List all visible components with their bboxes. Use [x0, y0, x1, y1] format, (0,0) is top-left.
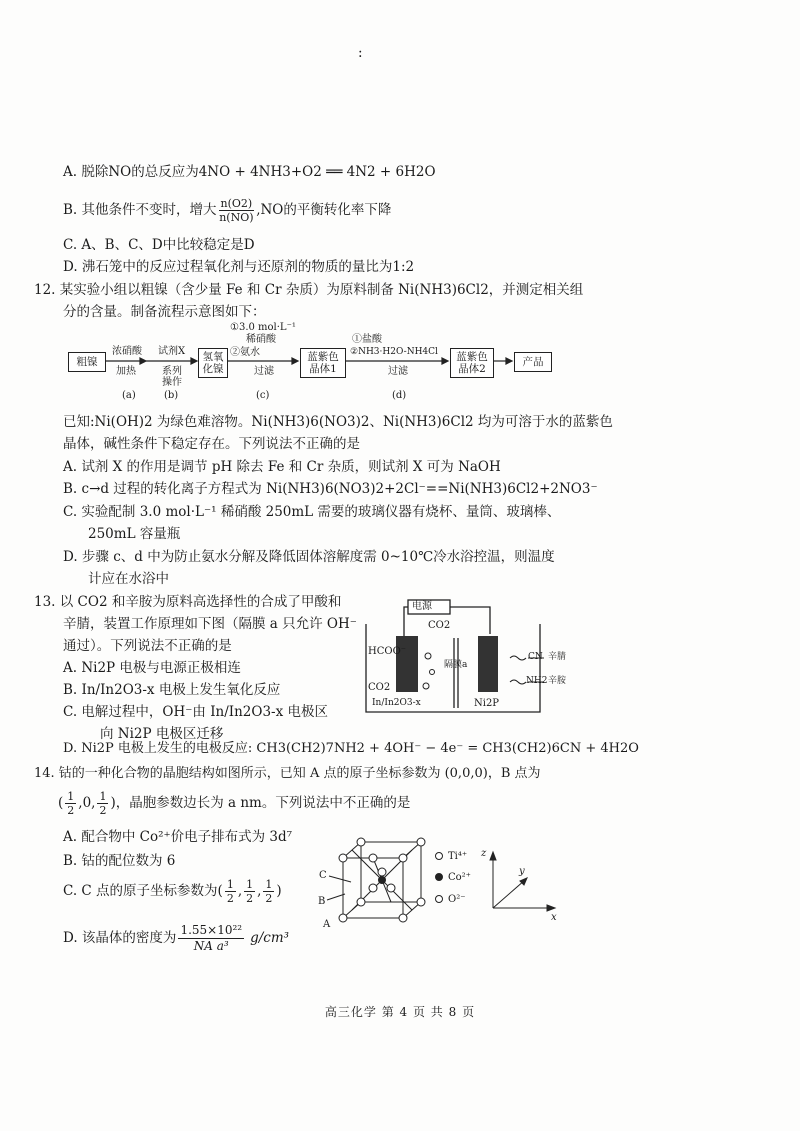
legend-o: O²⁻ — [448, 894, 466, 905]
co2-inlet-label: CO2 — [428, 620, 451, 631]
nh2-group-label: NH2 — [526, 676, 548, 686]
legend-co: Co²⁺ — [448, 872, 471, 883]
flow-a-bottom: 加热 — [116, 366, 136, 377]
q12-flow-diagram — [60, 318, 560, 403]
q11-option-b-fraction — [219, 197, 255, 224]
frac-num: 1 — [265, 877, 273, 891]
flow-b-bottom-2: 操作 — [162, 377, 182, 388]
amine-label: 辛胺 — [548, 676, 567, 686]
flow-box-product: 产品 — [514, 352, 552, 372]
frac-num: 1 — [99, 789, 107, 803]
ni2p-electrode — [478, 636, 498, 692]
q14-c-sep1: , — [237, 883, 243, 899]
axis-y-label: y — [519, 866, 525, 877]
q14-option-d — [63, 918, 289, 958]
q11-option-a-eq: 3+O2 ══ 4N2 + 6H2O — [282, 164, 436, 180]
q12-option-c-line2: 250mL 容量瓶 — [88, 526, 181, 542]
flow-box4-line1: 蓝紫色 — [456, 351, 488, 363]
flow-step-d: (d) — [392, 390, 407, 401]
q12-option-c-line1: C. 实验配制 3.0 mol·L⁻¹ 稀硝酸 250mL 需要的玻璃仪器有烧杯、量筒、玻璃棒、 — [63, 504, 561, 520]
density-unit: g/cm³ — [250, 930, 290, 946]
q12-option-d-line1: D. 步骤 c、d 中为防止氨水分解及降低固体溶解度需 0~10℃冷水浴控温，则温度 — [63, 549, 555, 565]
q14-c-z-frac — [263, 878, 274, 905]
point-c-label: C — [319, 870, 327, 881]
q14-stem-line1: 14. 钴的一种化合物的晶胞结构如图所示，已知 A 点的原子坐标参数为 (0,0,0)，B 点为 — [34, 766, 541, 781]
q14-b-x-frac — [65, 790, 76, 817]
flow-box4-line2: 晶体2 — [458, 363, 486, 375]
frac-num: 1 — [246, 877, 254, 891]
cn-group-label: CN — [528, 652, 543, 662]
q13-option-b: B. In/In2O3-x 电极上发生氧化反应 — [63, 682, 281, 698]
flow-box2-line2: 化镍 — [202, 363, 224, 375]
flow-c-bottom: 过滤 — [254, 366, 274, 377]
unit-cell-drawing — [315, 832, 565, 932]
frac-den: 2 — [246, 891, 254, 905]
q14-b-sep1: , — [78, 795, 83, 811]
coordinate-axes — [490, 852, 555, 911]
flow-c-top-3: ②氨水 — [230, 347, 260, 358]
frac-num: 1 — [226, 877, 234, 891]
in-electrode — [396, 636, 418, 692]
q13-stem-line1: 13. 以 CO2 和辛胺为原料高选择性的合成了甲酸和 — [34, 594, 342, 610]
axis-z-label: z — [481, 848, 487, 859]
q13-stem-line2: 辛腈，装置工作原理如下图（隔膜 a 只允许 OH⁻ — [63, 616, 357, 632]
frac-den: 2 — [99, 803, 107, 817]
q12-known-line1: 已知:Ni(OH)2 为绿色难溶物。Ni(NH3)6(NO3)2、Ni(NH3)6Cl2 均为可溶于水的蓝紫色 — [63, 414, 613, 430]
flow-step-a: (a) — [122, 390, 136, 401]
flow-box-crystal-1 — [300, 348, 346, 378]
q11-option-b — [63, 192, 391, 228]
q14-option-a: A. 配合物中 Co²⁺价电子排布式为 3d⁷ — [63, 829, 293, 845]
co2-label: CO2 — [368, 682, 391, 693]
q14-c-sep2: , — [257, 883, 262, 899]
q11-option-c: C. A、B、C、D中比较稳定是D — [63, 237, 255, 253]
q11-b-denominator: n(NO) — [219, 210, 254, 224]
nitrile-label: 辛腈 — [548, 652, 567, 662]
q14-option-c-suffix: ) — [276, 883, 282, 899]
q14-option-d-prefix: D. 该晶体的密度为 — [63, 930, 177, 946]
q13-option-c-line2: 向 Ni2P 电极区迁移 — [100, 726, 224, 742]
q13-electrolysis-figure — [362, 598, 567, 716]
hcoo-label: HCOO⁻ — [368, 646, 407, 657]
point-a-label: A — [323, 919, 331, 930]
q11-b-numerator: n(O2) — [220, 196, 253, 210]
q14-option-c — [63, 874, 282, 908]
flow-b-top: 试剂X — [158, 346, 186, 357]
q13-option-a: A. Ni2P 电极与电源正极相连 — [63, 660, 241, 676]
flow-b-bottom-1: 系列 — [162, 366, 182, 377]
q14-c-x-frac — [225, 878, 236, 905]
q12-option-a: A. 试剂 X 的作用是调节 pH 除去 Fe 和 Cr 杂质，则试剂 X 可为 NaOH — [63, 459, 501, 475]
q14-b-y: 0 — [82, 795, 92, 811]
q11-option-b-prefix: B. 其他条件不变时，增大 — [63, 202, 217, 218]
q12-stem-line1: 12. 某实验小组以粗镍（含少量 Fe 和 Cr 杂质）为原料制备 Ni(NH3)6Cl2，并测定相关组 — [34, 282, 584, 298]
flow-c-top-1: ①3.0 mol·L⁻¹ — [230, 322, 296, 333]
flow-d-top-2: ②NH3·H2O-NH4Cl — [350, 347, 438, 357]
q11-option-b-suffix: ,NO的平衡转化率下降 — [256, 202, 392, 218]
axis-x-label: x — [551, 912, 557, 923]
q14-stem-line2 — [58, 786, 410, 820]
in-electrode-label: In/In2O3-x — [372, 698, 421, 708]
flow-box2-line1: 氢氧 — [202, 351, 224, 363]
flow-d-bottom: 过滤 — [388, 366, 408, 377]
q14-b-z-frac — [97, 790, 108, 817]
density-numerator: 1.55×10²² — [180, 922, 243, 937]
q12-known-line2: 晶体，碱性条件下稳定存在。下列说法不正确的是 — [63, 436, 360, 452]
flow-box3-line2: 晶体1 — [309, 363, 337, 375]
q12-stem-line2: 分的含量。制备流程示意图如下： — [63, 304, 266, 320]
flow-a-top: 浓硝酸 — [112, 346, 142, 357]
frac-den: 2 — [265, 891, 273, 905]
q14-option-b: B. 钴的配位数为 6 — [63, 853, 176, 869]
top-mark: : — [358, 45, 363, 61]
flow-step-b: (b) — [164, 390, 179, 401]
frac-den: 2 — [226, 891, 234, 905]
power-source-label: 电源 — [412, 601, 432, 612]
legend-markers — [436, 853, 443, 903]
flow-box-crystal-2 — [450, 348, 494, 378]
frac-den: 2 — [67, 803, 75, 817]
flow-box-crude-nickel: 粗镍 — [68, 352, 106, 372]
q14-c-y-frac — [244, 878, 255, 905]
q14-option-c-prefix: C. C 点的原子坐标参数为( — [63, 883, 223, 899]
q11-option-d: D. 沸石笼中的反应过程氧化剂与还原剂的物质的量比为1:2 — [63, 259, 415, 275]
q13-option-d: D. Ni2P 电极上发生的电极反应: CH3(CH2)7NH2 + 4OH⁻ − 4e⁻ = CH3(CH2)6CN + 4H2O — [63, 741, 639, 756]
flow-step-c: (c) — [256, 390, 270, 401]
point-b-label: B — [318, 896, 326, 907]
flow-d-top-1: ①盐酸 — [352, 334, 382, 345]
q12-option-b: B. c→d 过程的转化离子方程式为 Ni(NH3)6(NO3)2+2Cl⁻==Ni(NH3)6Cl2+2NO3⁻ — [63, 481, 598, 497]
page-footer: 高三化学 第 4 页 共 8 页 — [324, 1005, 476, 1019]
q14-stem-line2-rest: )，晶胞参数边长为 a nm。下列说法中不正确的是 — [110, 795, 411, 811]
membrane-label: 隔膜a — [444, 660, 468, 670]
flow-c-top-2: 稀硝酸 — [246, 334, 276, 345]
q14-b-open: ( — [58, 795, 64, 811]
q12-option-d-line2: 计应在水浴中 — [88, 571, 169, 587]
legend-ti: Ti⁴⁺ — [448, 851, 468, 862]
q14-crystal-figure — [315, 832, 565, 932]
q11-option-a-text: A. 脱除NO的总反应为4NO + 4NH — [63, 164, 283, 180]
q14-density-fraction — [178, 923, 244, 954]
q11-option-a — [63, 163, 436, 181]
q14-b-sep2: , — [91, 795, 96, 811]
q13-option-c-line1: C. 电解过程中，OH⁻由 In/In2O3-x 电极区 — [63, 704, 329, 720]
density-denominator: NA a³ — [193, 938, 229, 953]
frac-num: 1 — [67, 789, 75, 803]
flow-box3-line1: 蓝紫色 — [307, 351, 339, 363]
q13-stem-line3: 通过）。下列说法不正确的是 — [63, 638, 232, 654]
ni2p-electrode-label: Ni2P — [474, 698, 500, 709]
flow-box-nickel-hydroxide — [198, 348, 228, 378]
